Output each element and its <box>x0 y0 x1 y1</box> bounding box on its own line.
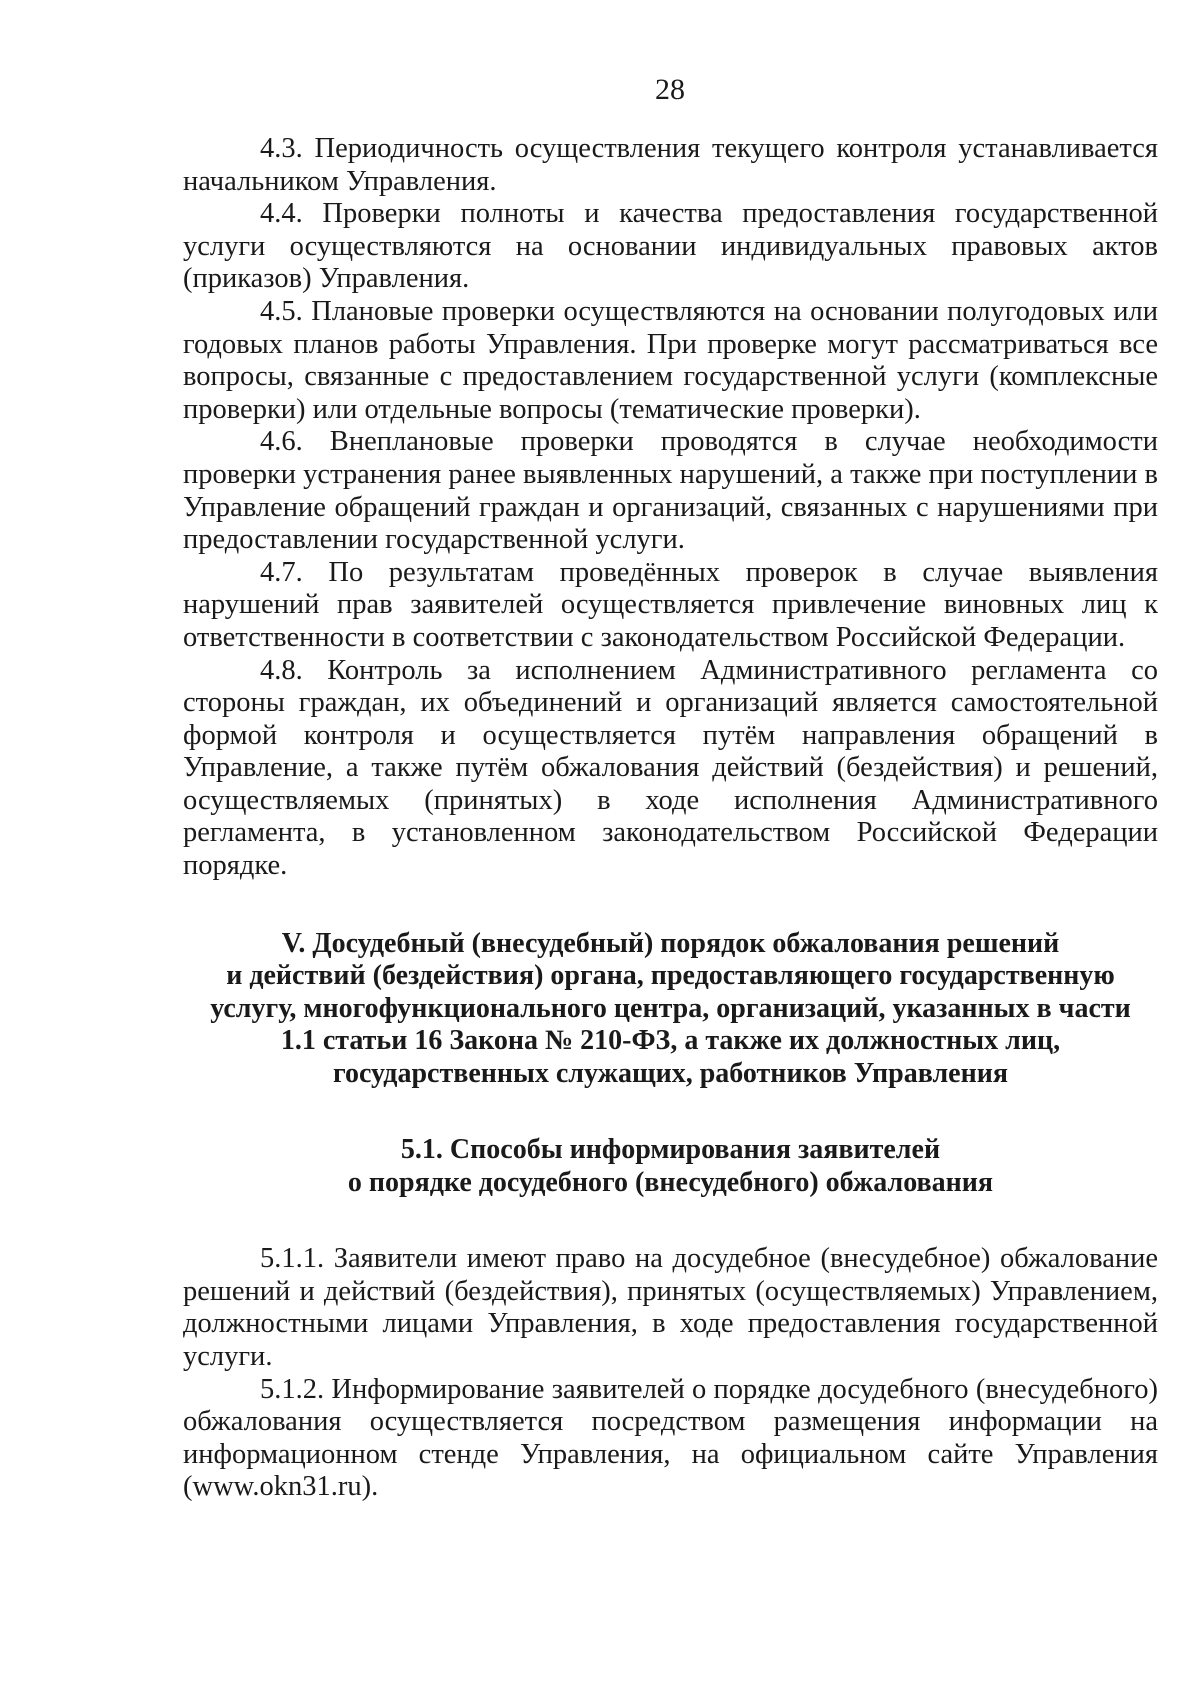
section-5-heading-line: государственных служащих, работников Управления <box>332 1057 1009 1089</box>
section-5-heading-line: и действий (бездействия) органа, предоставляющего государственную <box>226 960 1115 992</box>
document-body <box>183 133 1158 1504</box>
page-number: 28 <box>655 73 685 106</box>
subsection-5-1-heading <box>183 1134 1158 1199</box>
paragraph-5-1-2: 5.1.2. Информирование заявителей о порядке досудебного (внесудебного) обжалования осуществляется посредством размещения информации на информационном стенде Управления, на официальном сайте Управления (www.okn31.ru). <box>183 1373 1158 1503</box>
section-5-heading-line: услугу, многофункционального центра, организаций, указанных в части <box>210 992 1131 1024</box>
section-5-heading-line: 1.1 статьи 16 Закона № 210-ФЗ, а также их должностных лиц, <box>280 1025 1061 1057</box>
paragraph-4-7: 4.7. По результатам проведённых проверок в случае выявления нарушений прав заявителей осуществляется привлечение виновных лиц к ответственности в соответствии с законодательством Российской Федерации. <box>183 556 1158 653</box>
paragraph-4-3: 4.3. Периодичность осуществления текущего контроля устанавливается начальником Управления. <box>183 133 1158 197</box>
paragraph-4-4: 4.4. Проверки полноты и качества предоставления государственной услуги осуществляются на основании индивидуальных правовых актов (приказов) Управления. <box>183 198 1158 295</box>
paragraph-4-6: 4.6. Внеплановые проверки проводятся в случае необходимости проверки устранения ранее выявленных нарушений, а также при поступлении в Управление обращений граждан и организаций, связанных с нарушениями при предоставлении государственной услуги. <box>183 426 1158 556</box>
paragraph-4-5: 4.5. Плановые проверки осуществляются на основании полугодовых или годовых планов работы Управления. При проверке могут рассматриваться все вопросы, связанные с предоставлением государственной услуги (комплексные проверки) или отдельные вопросы (тематические проверки). <box>183 295 1158 425</box>
subsection-5-1-heading-line: 5.1. Способы информирования заявителей <box>400 1134 941 1166</box>
subsection-5-1-heading-line: о порядке досудебного (внесудебного) обжалования <box>347 1166 994 1198</box>
section-5-heading <box>143 928 1198 1091</box>
paragraph-4-8: 4.8. Контроль за исполнением Административного регламента со стороны граждан, их объединений и организаций является самостоятельной формой контроля и осуществляется путём направления обращений в Управление, а также путём обжалования действий (бездействия) и решений, осуществляемых (принятых) в ходе исполнения Административного регламента, в установленном законодательством Российской Федерации порядке. <box>183 654 1158 882</box>
paragraph-5-1-1: 5.1.1. Заявители имеют право на досудебное (внесудебное) обжалование решений и действий (бездействия), принятых (осуществляемых) Управлением, должностными лицами Управления, в ходе предоставления государственной услуги. <box>183 1243 1158 1372</box>
section-5-heading-line: V. Досудебный (внесудебный) порядок обжалования решений <box>281 927 1060 959</box>
